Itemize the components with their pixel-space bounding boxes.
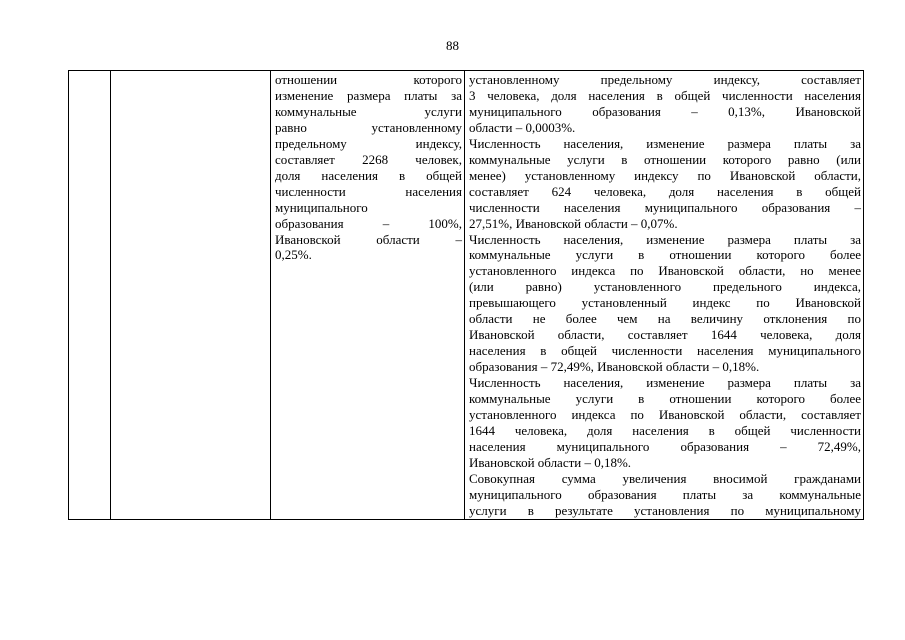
cell-line: области не более чем на величину отклонения по <box>469 311 861 327</box>
cell-line: образования – 72,49%, Ивановской области – 0,18%. <box>469 359 760 375</box>
cell-line: численности населения <box>275 183 462 199</box>
cell-line: составляет 2268 человек, <box>275 151 462 167</box>
cell-line: образования – 100%, <box>275 215 462 231</box>
cell-line: 27,51%, Ивановской области – 0,07%. <box>469 215 678 231</box>
cell-line: Совокупная сумма увеличения вносимой гражданами <box>469 470 861 486</box>
cell-line: муниципального образования – 0,13%, Ивановской <box>469 103 861 119</box>
table-cell-col2 <box>111 71 271 520</box>
cell-line: коммунальные услуги <box>275 103 462 119</box>
cell-line: (или равно) установленного предельного индекса, <box>469 279 861 295</box>
cell-line: 0,25%. <box>275 247 312 263</box>
cell-line: превышающего установленный индекс по Ивановской <box>469 295 861 311</box>
cell-line: Ивановской области, составляет 1644 человека, доля <box>469 327 861 343</box>
cell-line: численности населения муниципального образования – <box>469 199 861 215</box>
document-table <box>68 70 864 520</box>
table-row <box>69 71 864 520</box>
table-cell-col3 <box>271 71 465 520</box>
cell-line: Ивановской области – 0,18%. <box>469 454 632 470</box>
cell-line: коммунальные услуги в отношении которого равно (или <box>469 151 861 167</box>
cell-line: изменение размера платы за <box>275 87 462 103</box>
cell-line: области – 0,0003%. <box>469 119 576 135</box>
cell-line: Численность населения, изменение размера платы за <box>469 135 861 151</box>
cell-line: менее) установленному индексу по Ивановской области, <box>469 167 861 183</box>
cell-line: составляет 624 человека, доля населения в общей <box>469 183 861 199</box>
cell-line: коммунальные услуги в отношении которого более <box>469 391 861 407</box>
cell-line: установленному предельному индексу, составляет <box>469 72 861 87</box>
cell-line: отношении которого <box>275 72 462 87</box>
cell-line: коммунальные услуги в отношении которого более <box>469 247 861 263</box>
cell-line: равно установленному <box>275 119 462 135</box>
table-cell-col1 <box>69 71 111 520</box>
cell-line: услуги в результате установления по муниципальному <box>469 502 861 518</box>
cell-line: доля населения в общей <box>275 167 462 183</box>
cell-line: муниципального <box>275 199 368 215</box>
cell-line: Ивановской области – <box>275 231 462 247</box>
cell-line: 3 человека, доля населения в общей численности населения <box>469 87 861 103</box>
cell-line: населения муниципального образования – 72,49%, <box>469 438 861 454</box>
cell-line: установленного индекса по Ивановской области, но менее <box>469 263 861 279</box>
cell-line: населения в общей численности населения муниципального <box>469 343 861 359</box>
cell-line: установленного индекса по Ивановской области, составляет <box>469 407 861 423</box>
cell-line: Численность населения, изменение размера платы за <box>469 375 861 391</box>
cell-line: муниципального образования платы за коммунальные <box>469 486 861 502</box>
cell-line: Численность населения, изменение размера платы за <box>469 231 861 247</box>
page-number: 88 <box>446 38 459 53</box>
table-cell-col4 <box>465 71 864 520</box>
cell-line: предельному индексу, <box>275 135 462 151</box>
cell-line: 1644 человека, доля населения в общей численности <box>469 422 861 438</box>
